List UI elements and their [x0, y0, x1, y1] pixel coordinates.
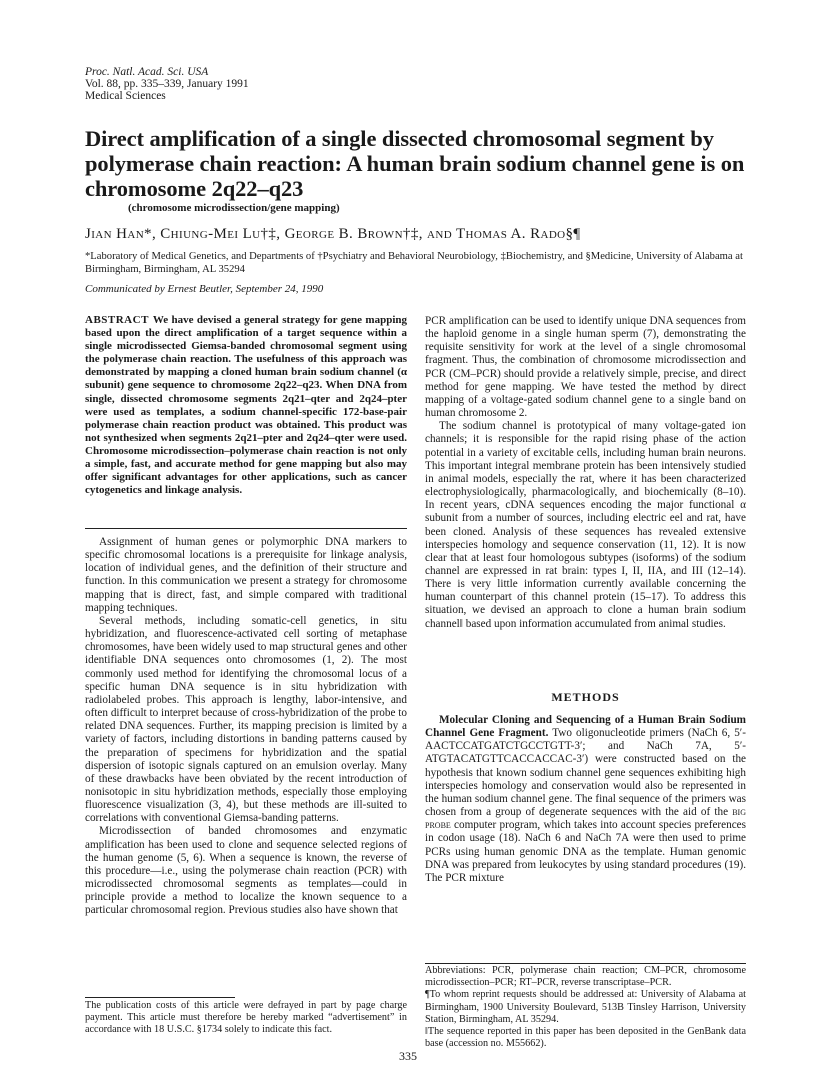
genbank-footnote: ‖The sequence reported in this paper has been deposited in the GenBank data base (accession no. M55662). — [425, 1026, 746, 1050]
left-column-body — [85, 536, 407, 918]
body-paragraph: Microdissection of banded chromosomes and enzymatic amplification has been used to clone and sequence selected regions of the human genome (5, 6). When a sequence is known, the reverse of this procedure—i.e., using the polymerase chain reaction (PCR) with microdissected chromosomal segments as templates—could in principle provide a method to localize the known sequence to a particular chromosomal region. Previous studies also have shown that — [85, 825, 407, 917]
methods-paragraph — [425, 714, 746, 885]
right-footnotes — [425, 965, 746, 1050]
communicated-by: Communicated by Ernest Beutler, September 24, 1990 — [85, 283, 324, 295]
journal-header — [85, 66, 249, 102]
journal-section: Medical Sciences — [85, 90, 166, 102]
methods-section — [425, 714, 746, 885]
article-title: Direct amplification of a single dissected chromosomal segment by polymerase chain reaction: A human brain sodium channel gene is on chromosome 2q22–q23 — [85, 126, 745, 201]
abbreviations-footnote: Abbreviations: PCR, polymerase chain reaction; CM–PCR, chromosome microdissection–PCR; RT–PCR, reverse transcriptase–PCR. — [425, 965, 746, 989]
methods-text-1: Two oligonucleotide primers (NaCh 6, 5′-AACTCCATGATCTGCCTGTT-3′; and NaCh 7A, 5′-ATGTACATGTTCACCACCAC-3′) were constructed based on the hypothesis that known sodium channel gene sequences exhibiting high interspecies homology and conservation would also be represented in the human sodium channel gene. The final sequence of the primers was chosen from a group of degenerate sequences with the aid of the — [425, 727, 746, 819]
abstract-divider — [85, 528, 407, 529]
methods-text-2: computer program, which takes into account species preferences in codon usage (18). NaCh 6 and NaCh 7A were then used to prime PCRs using human genomic DNA as the template. Human genomic DNA was prepared from leukocytes by using standard procedures (19). The PCR mixture — [425, 819, 746, 884]
keywords: (chromosome microdissection/gene mapping) — [128, 202, 340, 214]
publication-cost-footnote — [85, 1000, 407, 1037]
body-paragraph: PCR amplification can be used to identify unique DNA sequences from the haploid genome in a single human sperm (7), demonstrating the requisite sensitivity for work at the level of a single chromosomal fragment. Thus, the combination of chromosome microdissection and PCR (CM–PCR) should provide a relatively simple, precise, and direct method for gene mapping. We have tested the method by direct mapping of a voltage-gated sodium channel gene to a single band on human chromosome 2. — [425, 315, 746, 420]
journal-volume: Vol. 88, pp. 335–339, January 1991 — [85, 78, 249, 90]
affiliations: *Laboratory of Medical Genetics, and Departments of †Psychiatry and Behavioral Neurobiology, ‡Biochemistry, and §Medicine, University of Alabama at Birmingham, Birmingham, AL 35294 — [85, 251, 743, 275]
methods-heading: METHODS — [551, 690, 620, 704]
page-number: 335 — [399, 1049, 417, 1063]
program-name: big probe — [425, 806, 746, 832]
right-column-body — [425, 315, 746, 631]
abstract — [85, 314, 407, 497]
body-paragraph: Assignment of human genes or polymorphic DNA markers to specific chromosomal locations is a prerequisite for linkage analysis, location of individual genes, and the definition of their structure and function. In this communication we present a strategy for chromosome mapping that is direct, fast, and simple compared with traditional mapping techniques. — [85, 536, 407, 614]
right-footnote-divider — [425, 963, 746, 964]
author-list: Jian Han*, Chiung-Mei Lu†‡, George B. Brown†‡, and Thomas A. Rado§¶ — [85, 226, 581, 242]
body-paragraph: Several methods, including somatic-cell genetics, in situ hybridization, and fluorescence-activated cell sorting of metaphase chromosomes, have been widely used to map structural genes and other identifiable DNA sequences onto chromosomes (1, 2). The most commonly used method for identifying the chromosomal locus of a specific human DNA sequence is in situ hybridization with radiolabeled probes. This approach is lengthy, labor-intensive, and often difficult to interpret because of cross-hybridization of the probe to related DNA sequences. Further, its mapping precision is limited by a variety of factors, including distortions in banding patterns caused by the preparation of specimens for hybridization and the spatial dispersion of isotopic signals captured on an emulsion overlay. Many of these drawbacks have been obviated by the recent introduction of nonisotopic in situ hybridization methods, especially those employing fluorescence visualization (3, 4), but these methods are ill-suited to correlations with conventional Giemsa-banding patterns. — [85, 614, 407, 825]
journal-name: Proc. Natl. Acad. Sci. USA — [85, 66, 209, 78]
abstract-text: We have devised a general strategy for gene mapping based upon the direct amplification of a target sequence within a single microdissected Giemsa-banded chromosomal segment using the polymerase chain reaction. The usefulness of this approach was demonstrated by mapping a cloned human brain sodium channel (α subunit) gene sequence to chromosome 2q22–q23. When DNA from single, dissected chromosome segments 2q21–qter and 2q24–pter were used as templates, a sodium channel-specific 172-base-pair polymerase chain reaction product was obtained. This product was not synthesized when segments 2q21–pter and 2q24–qter were used. Chromosome microdissection–polymerase chain reaction is not only a simple, fast, and accurate method for gene mapping but also may offer significant advantages for other applications, such as cancer cytogenetics and linkage analysis. — [85, 314, 407, 497]
methods-subheading: Molecular Cloning and Sequencing of a Human Brain Sodium Channel Gene Fragment. — [425, 714, 746, 740]
reprint-footnote: ¶To whom reprint requests should be addressed at: University of Alabama at Birmingham, 1900 University Boulevard, 513B Tinsley Harrison, University Station, Birmingham, AL 35294. — [425, 989, 746, 1025]
cost-footnote-text: The publication costs of this article were defrayed in part by page charge payment. This article must therefore be hereby marked “advertisement” in accordance with 18 U.S.C. §1734 solely to indicate this fact. — [85, 1000, 407, 1036]
body-paragraph: The sodium channel is prototypical of many voltage-gated ion channels; it is responsible for the rapid rising phase of the action potential in a variety of excitable cells, including human brain neurons. This important integral membrane protein has been intensively studied in animal models, especially the rat, where it has been characterized electrophysiologically, pharmacologically, and biochemically (8–10). In recent years, cDNA sequences encoding the major functional α subunit from a number of sources, including electric eel and rat, have been cloned. Analysis of these sequences has revealed extensive interspecies homology and sequence conservation (11, 12). It is now clear that at least four homologous subtypes (isoforms) of the sodium channel are expressed in rat brain: types I, II, IIA, and III (12–14). There is very little information currently available concerning the human counterpart of this channel protein (15–17). To address this situation, we devised an approach to clone a human brain sodium channel‖ based upon information accumulated from animal studies. — [425, 420, 746, 630]
abstract-label: ABSTRACT — [85, 314, 149, 326]
footnote-divider — [85, 997, 235, 998]
